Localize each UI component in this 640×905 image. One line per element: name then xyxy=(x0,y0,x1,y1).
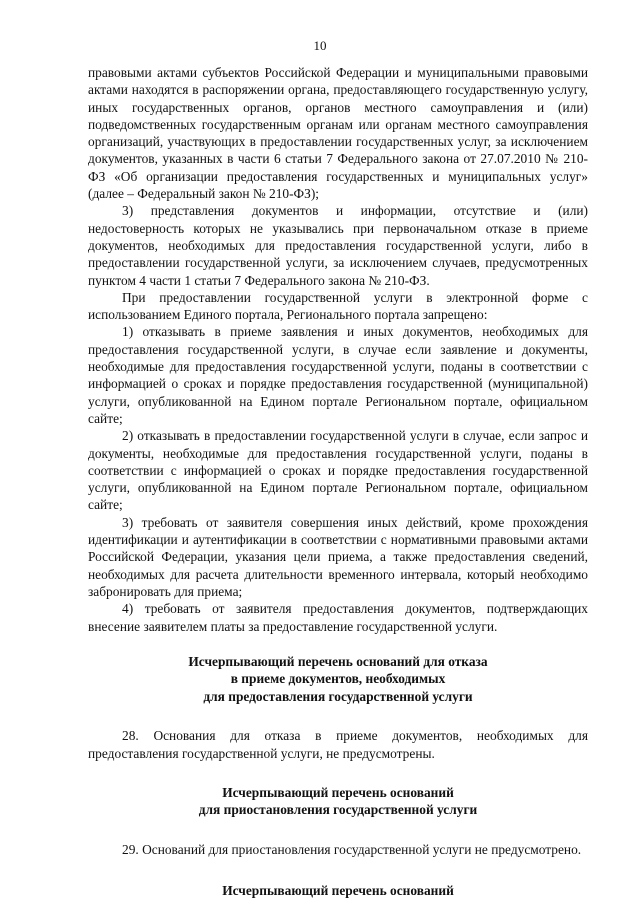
section-heading-suspension-line-1: Исчерпывающий перечень оснований xyxy=(222,784,454,800)
paragraph-item-28: 28. Основания для отказа в приеме документов, необходимых для предоставления государственной услуги, не предусмотрены. xyxy=(88,728,588,761)
section-heading-refusal-line-1: Исчерпывающий перечень оснований для отказа xyxy=(188,653,488,669)
paragraph-prohibition-2: 2) отказывать в предоставлении государственной услуги в случае, если запрос и документы, необходимые для предоставления государственной услуги, поданы в соответствии с информацией о сроках и порядке предоставления государственной услуги, опубликованной на Едином портале Региональном портале, официальном сайте; xyxy=(88,428,588,513)
paragraph-electronic-form: При предоставлении государственной услуги в электронной форме с использованием Единого портала, Регионального портала запрещено: xyxy=(88,289,588,323)
spacer xyxy=(88,705,588,727)
paragraph-continued: правовыми актами субъектов Российской Федерации и муниципальными правовыми актами находятся в распоряжении органа, предоставляющего государственную услугу, иных государственных органов, органов местного самоуправления и (или) подведомственных государственным органам или органам местного самоуправления организаций, участвующих в предоставлении государственных услуг, за исключением документов, указанных в части 6 статьи 7 Федерального закона от 27.07.2010 № 210-ФЗ «Об организации предоставления государственных и муниципальных услуг» (далее – Федеральный закон № 210-ФЗ); xyxy=(88,65,588,202)
page-number: 10 xyxy=(313,38,327,53)
section-heading-suspension-line-2: для приостановления государственной услуги xyxy=(198,802,478,818)
spacer xyxy=(88,858,588,882)
paragraph-prohibition-3: 3) требовать от заявителя совершения иных действий, кроме прохождения идентификации и аутентификации в соответствии с нормативными правовыми актами Российской Федерации, указания цели приема, а также предоставления сведений, необходимых для расчета длительности временного интервала, который необходимо забронировать для приема; xyxy=(88,514,588,599)
paragraph-item-29: 29. Оснований для приостановления государственной услуги не предусмотрено. xyxy=(122,841,582,857)
paragraph-prohibition-4: 4) требовать от заявителя предоставления документов, подтверждающих внесение заявителем платы за предоставление государственной услуги. xyxy=(88,601,588,634)
spacer xyxy=(88,635,588,653)
section-heading-refusal-line-2: в приеме документов, необходимых xyxy=(230,671,446,687)
spacer xyxy=(88,819,588,841)
document-body xyxy=(88,64,588,900)
paragraph-prohibition-1: 1) отказывать в приеме заявления и иных документов, необходимых для предоставления государственной услуги, в случае если заявление и документы, необходимые для предоставления государственной услуги, поданы в соответствии с информацией о сроках и порядке предоставления государственной (муниципальной) услуги, опубликованной на Едином портале Региональном портале, официальном сайте; xyxy=(88,324,588,426)
paragraph-item-3: 3) представления документов и информации, отсутствие и (или) недостоверность которых не указывались при первоначальном отказе в приеме документов, необходимых для предоставления государственной услуги, либо в предоставлении государственной услуги, за исключением случаев, предусмотренных пунктом 4 части 1 статьи 7 Федерального закона № 210-ФЗ. xyxy=(88,203,588,288)
spacer xyxy=(88,762,588,784)
section-heading-refusal-line-3: для предоставления государственной услуги xyxy=(203,688,473,704)
section-heading-next-line-1: Исчерпывающий перечень оснований xyxy=(222,883,454,899)
